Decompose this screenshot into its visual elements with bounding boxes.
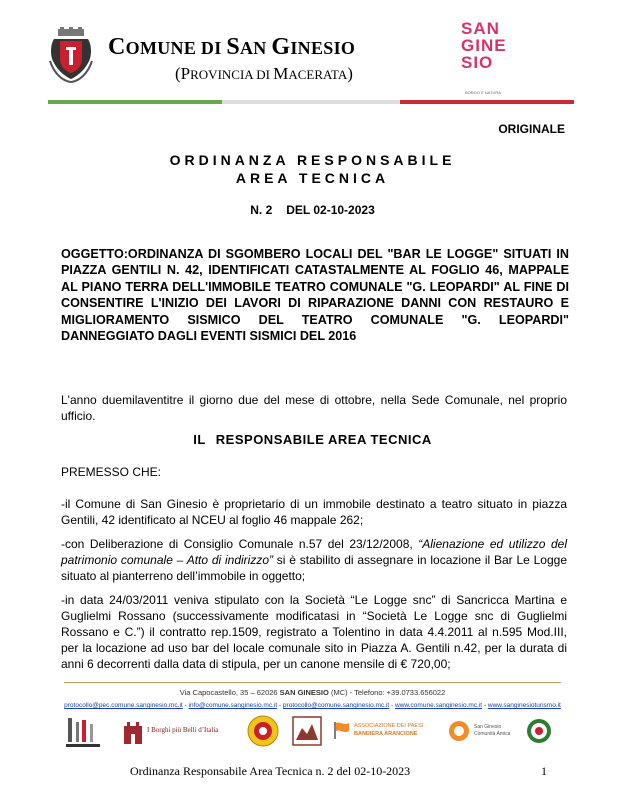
link-tourism-website[interactable]: www.sanginesioturismo.it	[487, 702, 561, 709]
footer-links: protocollo@pec.comune.sanginesio.mc.it - info@comune.sanginesio.mc.it - protocollo@comune.sanginesio.mc.it - www.comune.sanginesio.mc.it - www.sanginesioturismo.it	[64, 702, 561, 709]
link-protocollo-email[interactable]: protocollo@comune.sanginesio.mc.it	[282, 702, 390, 709]
paragraph-3: -in data 24/03/2011 veniva stipulato con la Società “Le Logge snc” di Sancricca Martina e Guglielmi Rossano (successivamente modificatasi in “Società Le Logge snc di Guglielmi Rossano e C.”) il contratto rep.1509, registrato a Tolentino in data 4.4.2011 al n.595 Mod.III, per la locazione ad uso bar del locale comunale sito in Piazza A. Gentili n.42, per la durata di anni 6 decorrenti dalla data di stipula, per un canone mensile di € 720,00;	[61, 593, 567, 671]
bandiera-badge-icon	[247, 714, 279, 748]
brand-line-3: SIO	[461, 53, 494, 72]
subject-block: OGGETTO:ORDINANZA DI SGOMBERO LOCALI DEL "BAR LE LOGGE" SITUATI IN PIAZZA GENTILI N. 42, IDENTIFICATI CATASTALMENTE AL FOGLIO 46, MAPPALE AL PIANO TERRA DELL'IMMOBILE TEATRO COMUNALE "G. LEOPARDI" AL FINE DI CONSENTIRE L'INIZIO DEI LAVORI DI RIPARAZIONE DANNI CON RESTAURO E MIGLIORAMENTO SISMICO DEL TEATRO COMUNALE "G. LEOPARDI" DANNEGGIATO DAGLI EVENTI SISMICI DEL 2016	[61, 247, 569, 344]
footer-reference: Ordinanza Responsabile Area Tecnica n. 2 del 02-10-2023	[130, 764, 411, 778]
intro-paragraph: L'anno duemilaventitre il giorno due del mese di ottobre, nella Sede Comunale, nel proprio ufficio.	[61, 393, 567, 423]
bandiera-arancione-logo: ASSOCIAZIONE DEI PAESI BANDIERA ARANCIONE	[332, 714, 432, 748]
ordinance-title-line-1: ORDINANZA RESPONSABILE	[169, 152, 456, 168]
orange-flag-icon	[332, 720, 352, 740]
document-status: ORIGINALE	[498, 122, 565, 136]
link-info-email[interactable]: info@comune.sanginesio.mc.it	[188, 702, 278, 709]
page-number: 1	[541, 764, 547, 778]
tricolor-divider	[48, 100, 574, 104]
municipal-crest-icon	[48, 27, 94, 83]
premesso-heading: PREMESSO CHE:	[61, 465, 162, 479]
section-heading: IL RESPONSABILE AREA TECNICA	[193, 432, 432, 447]
link-pec[interactable]: protocollo@pec.comune.sanginesio.mc.it	[64, 702, 183, 709]
borghi-belli-logo: I Borghi più Belli d’Italia	[122, 714, 222, 748]
ordinance-number	[0, 203, 625, 217]
paragraph-2: -con Deliberazione di Consiglio Comunale n.57 del 23/12/2008, “Alienazione ed utilizzo del patrimonio comunale – Atto di indirizzo” si è stabilito di assegnare in locazione il Bar Le Logge situato al pianterreno dell’immobile in oggetto;	[61, 537, 567, 583]
province-subtitle: (PROVINCIA DI MACERATA)	[175, 64, 353, 83]
san-ginesio-brand-logo	[461, 20, 521, 98]
brand-line-2: GINE	[461, 36, 507, 55]
borghi-tower-icon	[122, 718, 144, 744]
award-badge-icon	[526, 718, 552, 744]
brand-tagline: BORGO E NATURA	[465, 90, 501, 95]
link-comune-website[interactable]: www.comune.sanginesio.mc.it	[395, 702, 483, 709]
landscape-logo-icon	[292, 714, 322, 748]
footer-divider	[64, 682, 561, 683]
comunita-amica-logo: San Ginesio Comunità Amica	[448, 714, 548, 748]
orange-circle-icon	[448, 720, 470, 742]
footer-address: Via Capocastello, 35 – 62026 SAN GINESIO (MC) - Telefono: +39.0733.656022	[179, 688, 446, 697]
paragraph-1: -il Comune di San Ginesio è proprietario di un immobile destinato a teatro situato in piazza Gentili, 42 identificato al NCEU al foglio 46 mappale 262;	[61, 497, 567, 527]
ordinance-number-value: N. 2	[250, 203, 273, 217]
ordinance-title-line-2: AREA TECNICA	[235, 170, 390, 186]
ordinance-date: DEL 02-10-2023	[286, 203, 375, 217]
footer-logos	[64, 714, 561, 754]
theater-logo-icon	[66, 714, 100, 748]
municipality-title: COMUNE DI SAN GINESIO	[108, 34, 356, 60]
brand-line-1: SAN	[461, 19, 500, 38]
